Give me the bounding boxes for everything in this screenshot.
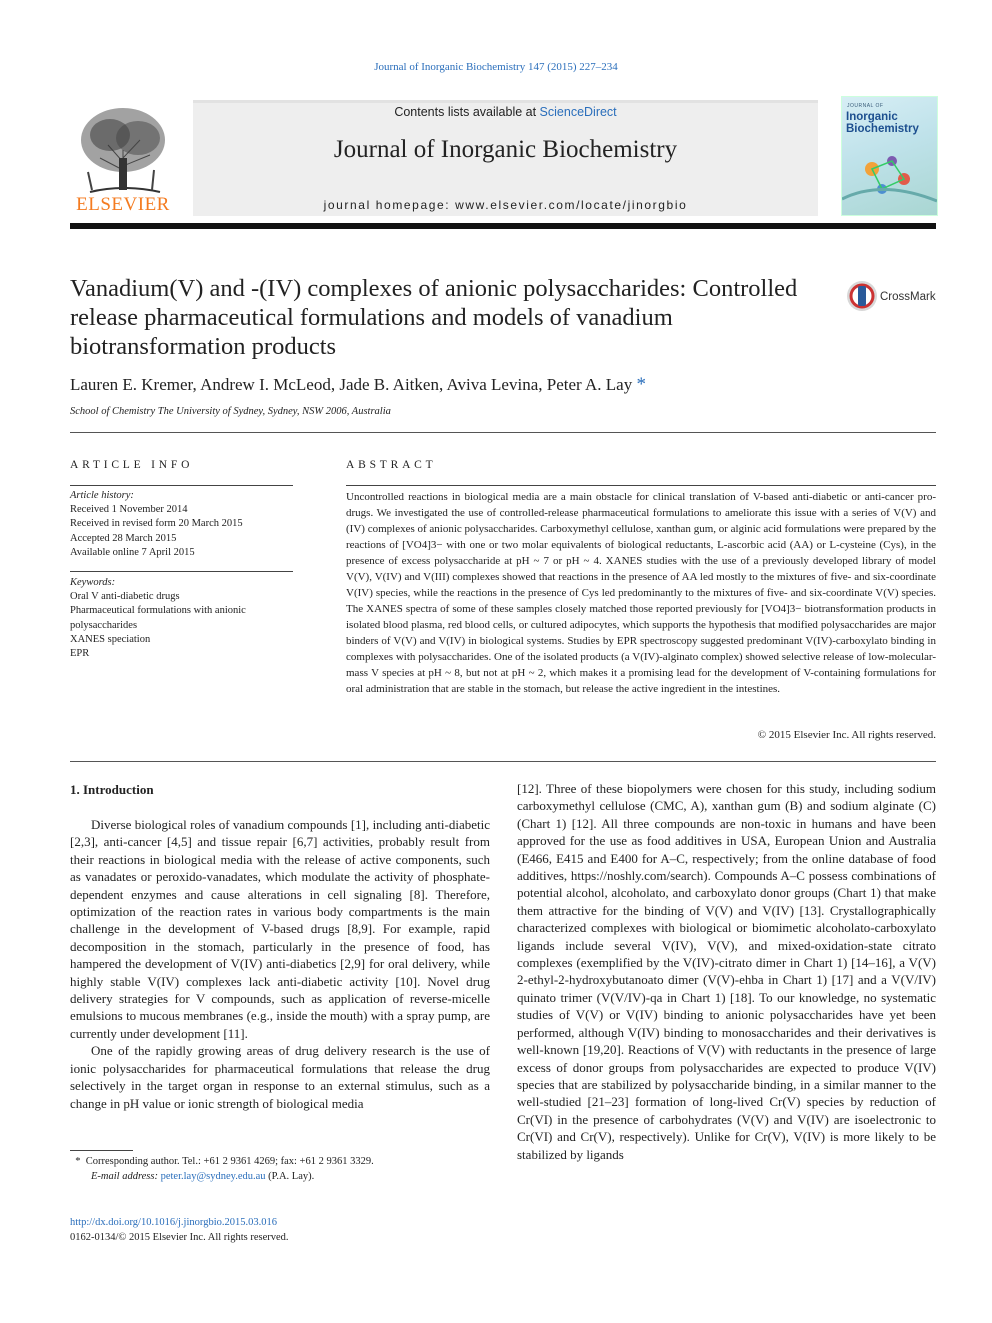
abstract-copyright: © 2015 Elsevier Inc. All rights reserved. [757,729,936,741]
contents-prefix: Contents lists available at [394,105,540,119]
intro-paragraph: [12]. Three of these biopolymers were chosen for this study, including sodium carboxymethyl cellulose (CMC, A), xanthan gum (B) and sodium alginate (C) (Chart 1) [12]. All three compounds are non-toxic in humans and have been approved for the use as food additives in USA, European Union and Australia (E466, E415 and E400 for A–C, respectively; from the online database of food additives, https://noshly.com/search). Compounds A–C possess combinations of potential alcohol, alcoholato, and carboxylato donor groups (Chart 1) that make them attractive for the binding of V(V) and V(IV) [13]. Crystallographically characterized complexes with biological or biomimetic alcoholato-carboxylato ligands include several V(IV), V(V), and mixed-oxidation-state citrato complexes (exemplified by the V(IV)-citrato dimer in Chart 1) [14–16], a V(V) 2-ethyl-2-hydroxybutanoato dimer (V(V)-ehba in Chart 1) [17] and a V(V/IV) quinato trimer (V(V/IV)-qa in Chart 1) [18]. To our knowledge, no systematic studies of V(V) or V(IV) binding to anionic polysaccharides have yet been performed, although V(IV) binding to monosaccharides and their derivatives is well-known [19,20]. Reactions of V(V) with reductants in the presence of large excess of donor groups from polysaccharides are expected to produce V(IV) species that are stabilized by polysaccharide binding, in a similar manner to the well-studied [21–23] formation of long-lived Cr(V) species by reduction of Cr(VI) in the presence of carbohydrates (V(V) and V(IV) are isoelectronic to Cr(VI) and Cr(V), respectively). Unlike for Cr(V), V(IV) is more likely to be stabilized by ligands [517,781,936,1162]
journal-cover-image[interactable] [841,96,938,216]
keywords [70,576,293,661]
corresponding-author-footnote [70,1154,490,1184]
footnote-mark: * [75,1156,81,1167]
footnote-email-line [70,1169,490,1184]
cover-title [846,111,919,135]
footnote-corresponding [70,1154,490,1169]
intro-paragraph: Diverse biological roles of vanadium compounds [1], including anti-diabetic [2,3], anti-cancer [4,5] and tissue repair [6,7] activities, probably result from their reactions in biological media with the release of active components, such as vanadates or peroxido-vanadates, which modulate the activity of phosphate-dependent enzymes and cause alterations in cell signaling [8]. Therefore, optimization of the reaction rates in various body compartments is the main challenge in the development of V-based drugs [8,9]. For example, rapid decomposition in the stomach, particularly in the presence of food, has hampered the development of V(IV) anti-diabetics [2,9] for oral delivery, while highly stable V(IV) complexes lack anti-diabetic activity [10]. Novel drug delivery strategies for V compounds, such as application of reverse-micelle emulsions to mucous membranes (e.g., inside the mouth) with a spray pump, are currently under development [11]. [70,817,490,1041]
divider [70,485,293,486]
divider [70,571,293,572]
keyword-item: XANES speciation [70,633,151,645]
keyword-item: EPR [70,648,90,660]
section-heading-introduction: 1. Introduction [70,782,154,797]
cover-title-line1: Inorganic [846,111,898,123]
keyword-item: Oral V anti-diabetic drugs [70,591,180,603]
doi-link[interactable]: http://dx.doi.org/10.1016/j.jinorgbio.2015.03.016 [70,1217,277,1228]
article-title: Vanadium(V) and -(IV) complexes of anionic polysaccharides: Controlled release pharmaceutical formulations and models of vanadium biotransformation products [70,275,798,360]
header-divider [70,223,936,229]
footnote-contact: Corresponding author. Tel.: +61 2 9361 4269; fax: +61 2 9361 3329. [85,1156,374,1167]
email-suffix: (P.A. Lay). [265,1171,315,1182]
divider [70,761,936,762]
authors-text: Lauren E. Kremer, Andrew I. McLeod, Jade B. Aitken, Aviva Levina, Peter A. Lay [70,375,633,394]
journal-homepage-link[interactable]: journal homepage: www.elsevier.com/locate/jinorgbio [323,198,688,212]
cover-molecule-art-icon [842,139,937,215]
doi-block [70,1215,289,1245]
email-link[interactable]: peter.lay@sydney.edu.au [160,1171,266,1182]
sciencedirect-link[interactable]: ScienceDirect [539,105,617,119]
abstract-text: Uncontrolled reactions in biological media are a main obstacle for clinical translation of V-based anti-diabetic or anti-cancer pro-drugs. We investigated the use of controlled-release pharmaceutical formulations to ameliorate this issue with a series of V(V) and (IV) complexes of anionic polysaccharides. Carboxymethyl cellulose, xanthan gum, or alginic acid formulations were prepared by the reactions of [VO4]3− with one or two molar equivalents of biological reductants, L-ascorbic acid (AA) or L-cysteine (Cys), in the presence of excess polysaccharide at pH ~ 7 or pH ~ 4. XANES studies with the use of a previously developed library of model V(V), V(IV) and V(III) complexes showed that reactions in the presence of AA led mostly to the mixtures of five- and six-coordinate V(IV) species, while the reactions in the presence of Cys led predominantly to the mixtures of five- and six-coordinate V(V) species. The XANES spectra of some of these samples closely matched those reported previously for [VO4]3− biotransformation products in isolated blood plasma, red blood cells, or cultured adipocytes, which supports the hypothesis that modified polysaccharides are major binders of V(V) and V(IV) in biological systems. Studies by EPR spectroscopy suggested predominant V(IV)-carboxylato binding in complexes with polysaccharides. One of the isolated products (a V(IV)-alginato complex) showed selective release of low-molecular-mass V species at pH ~ 8, but not at pH ~ 2, which makes it a promising lead for the development of V-containing formulations for oral administration that are stable in the stomach, but release the active ingredient in the intestines. [346,491,936,695]
journal-citation-link[interactable]: Journal of Inorganic Biochemistry 147 (2015) 227–234 [374,61,618,73]
divider [346,485,936,486]
contents-line [193,105,818,119]
intro-paragraph: One of the rapidly growing areas of drug delivery research is the use of ionic polysaccharides for pharmaceutical formulations that release the drug selectively in the target organ in response to an external stimulus, such as a change in pH value or ionic strength of biological media [70,1043,490,1111]
history-received: Received 1 November 2014 [70,504,188,516]
divider [70,432,936,433]
footnote-divider [70,1150,133,1151]
body-column-left [70,816,490,1112]
publisher-name: ELSEVIER [76,194,170,215]
cover-title-line2: Biochemistry [846,123,919,135]
history-label: Article history: [70,490,134,501]
journal-name: Journal of Inorganic Biochemistry [333,136,678,163]
history-accepted: Accepted 28 March 2015 [70,532,177,544]
history-revised: Received in revised form 20 March 2015 [70,518,243,530]
crossmark-icon[interactable] [846,280,878,312]
email-label: E-mail address: [91,1171,158,1182]
author-list [70,374,646,396]
history-online: Available online 7 April 2015 [70,546,195,558]
crossmark-label[interactable]: CrossMark [880,291,936,303]
body-column-right [517,780,936,1163]
keyword-item: Pharmaceutical formulations with anionic polysaccharides [70,605,246,631]
article-history [70,489,293,560]
abstract-heading: ABSTRACT [346,459,437,471]
affiliation: School of Chemistry The University of Sydney, Sydney, NSW 2006, Australia [70,406,391,417]
keywords-label: Keywords: [70,577,116,588]
issn-copyright: 0162-0134/© 2015 Elsevier Inc. All rights reserved. [70,1232,289,1243]
cover-kicker: JOURNAL OF [847,103,884,109]
article-info-heading: ARTICLE INFO [70,459,194,471]
corresponding-author-mark[interactable]: * [636,374,646,395]
